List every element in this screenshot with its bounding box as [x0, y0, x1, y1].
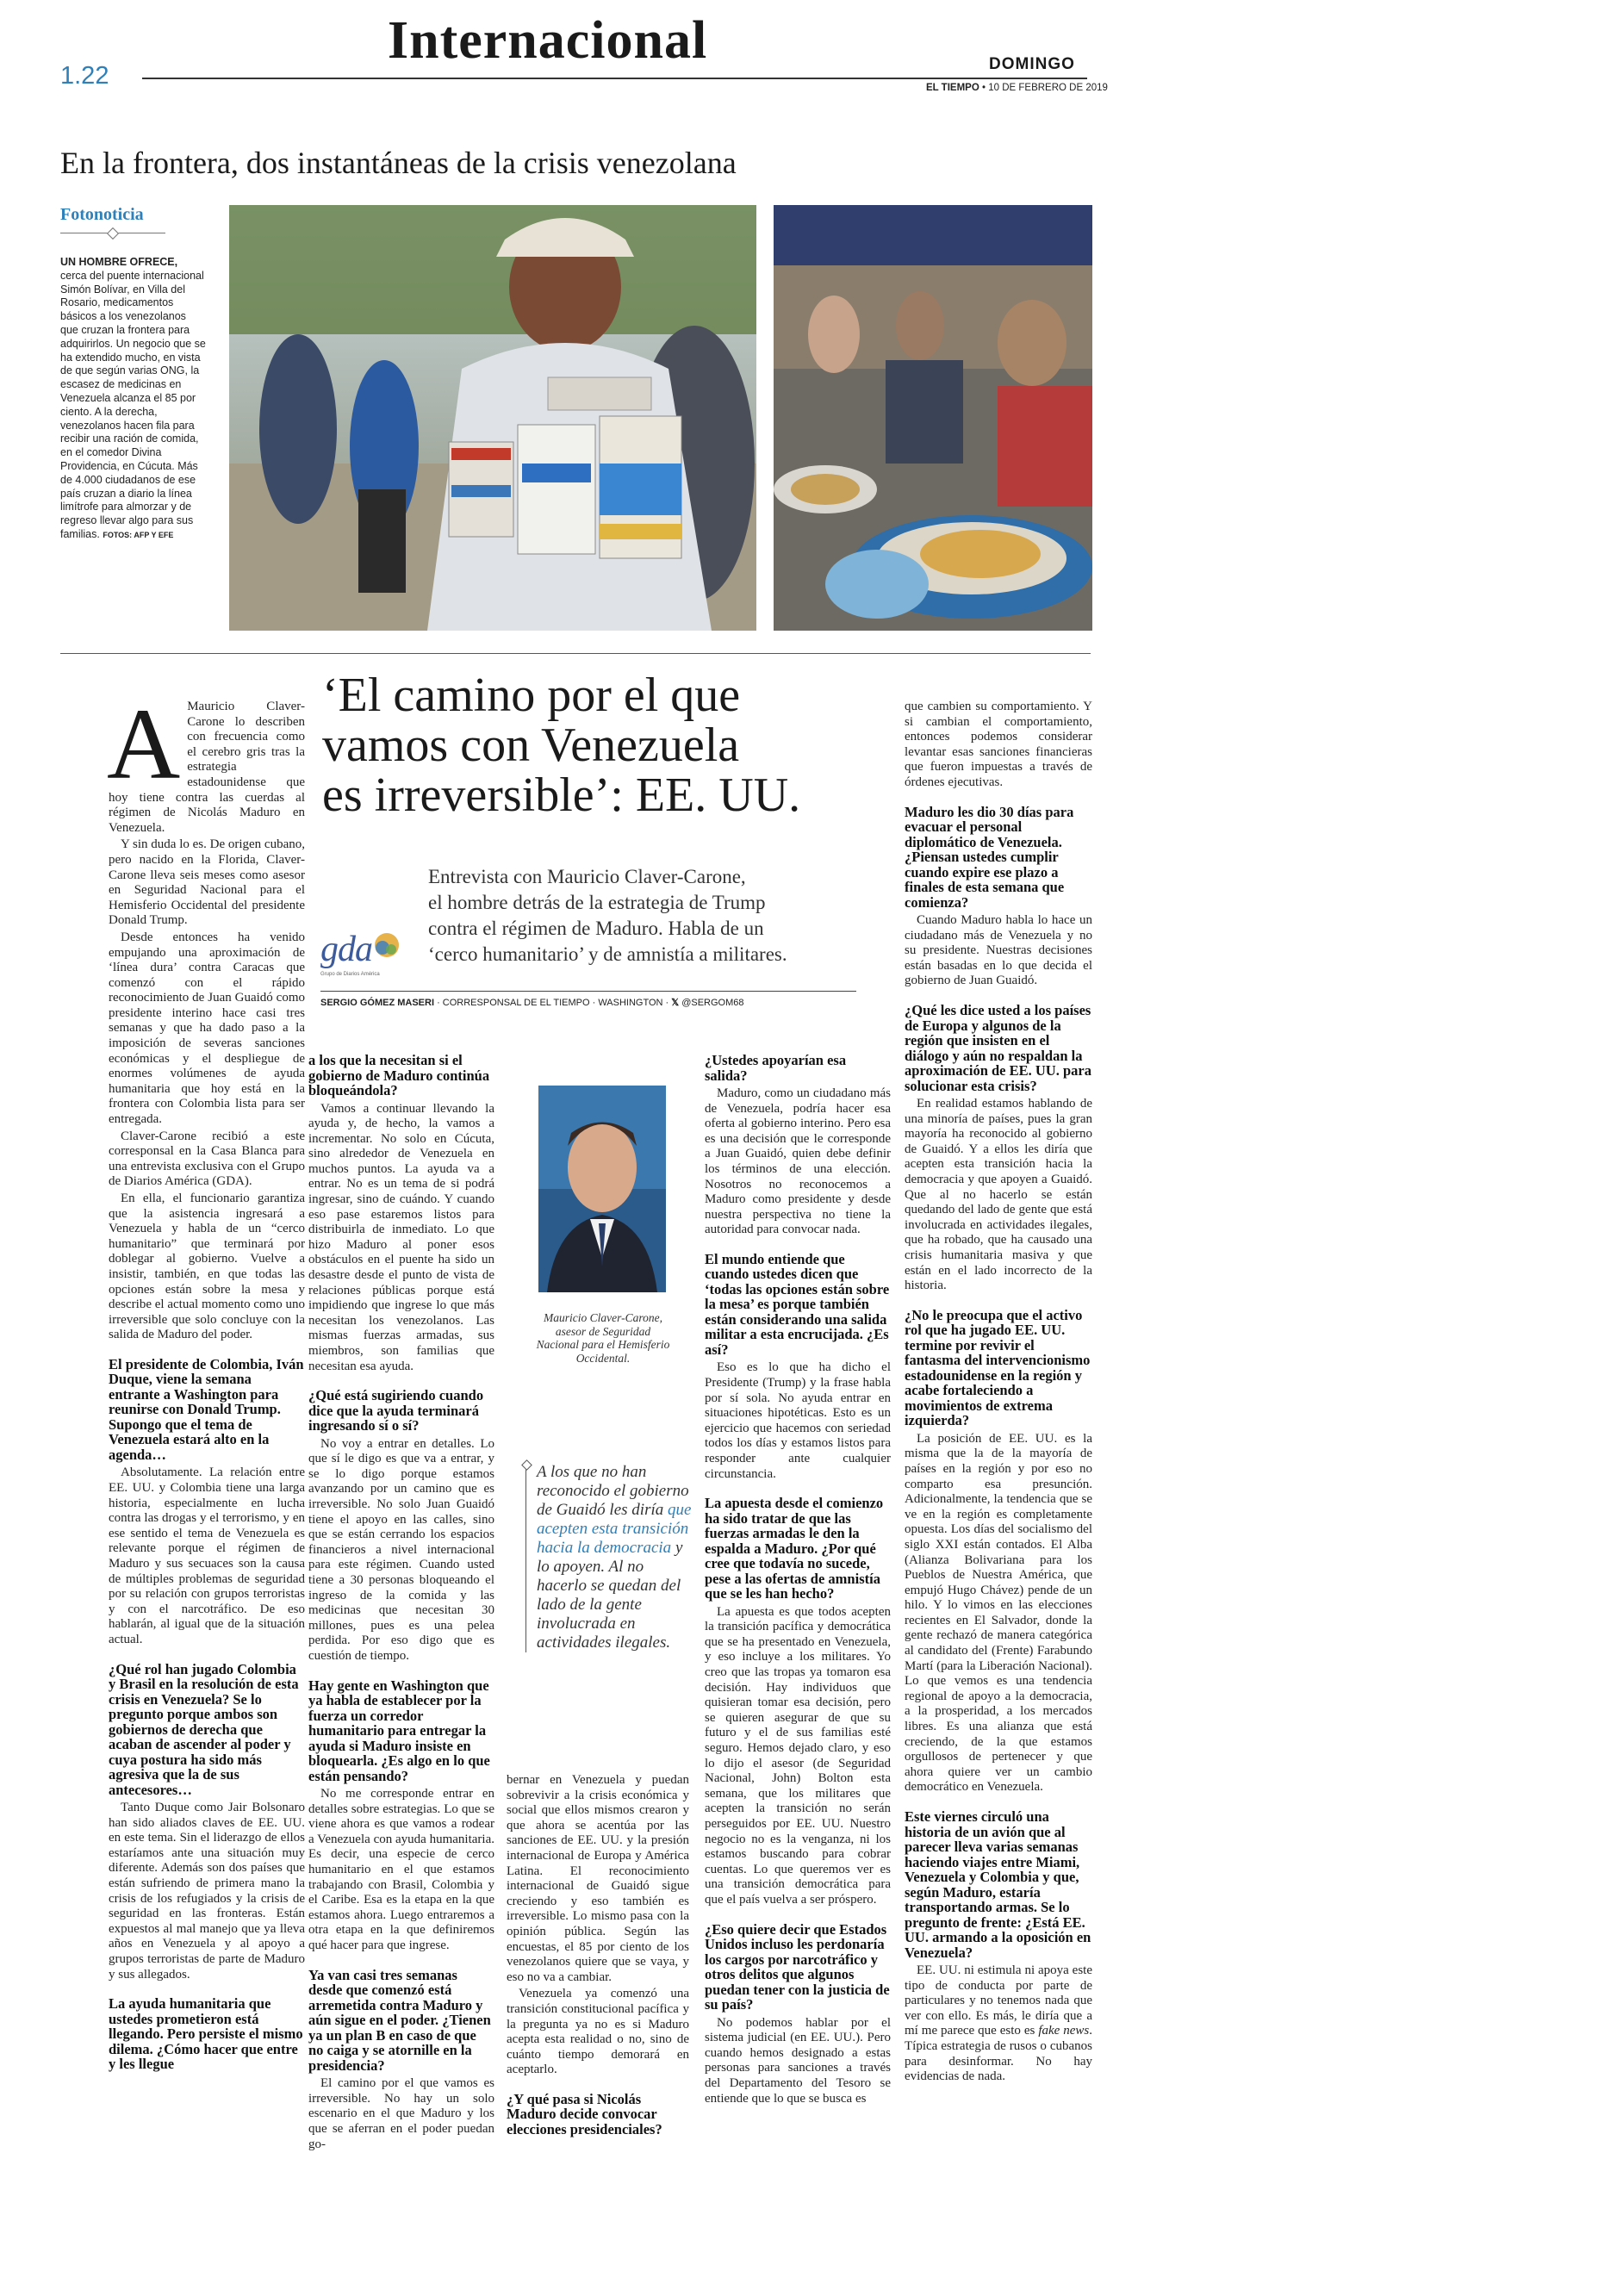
byline-rule: [320, 991, 856, 992]
interview-answer: [905, 1963, 1092, 2085]
byline: [320, 997, 744, 1008]
deck-line-4: ‘cerco humanitario’ y de amnistía a militares.: [428, 943, 787, 965]
paragraph: Venezuela ya comenzó una transición constitucional pacífica y la pregunta ya no es si Maduro acepta esta realidad o no, sino de cuánto tiempo demorará en aceptarlo.: [507, 1987, 689, 2077]
interview-question: Maduro les dio 30 días para evacuar el personal diplomático de Venezuela. ¿Piensan ustedes cumplir cuando expire ese plazo a finales de esta semana que comienza?: [905, 803, 1074, 911]
drop-cap: A: [107, 688, 181, 800]
interview-question: Hay gente en Washington que ya habla de establecer por la fuerza un corredor humanitario para entregar la ayuda si Maduro insiste en bloquearla. ¿Es algo en lo que están pensando?: [308, 1677, 490, 1784]
interview-answer: Absolutamente. La relación entre EE. UU. y Colombia tiene una larga historia, especialmente en lucha contra las drogas y el terrorismo, y en ese sentido el tema de Venezuela es relevante porque el régimen de Maduro y sus secuaces son la causa de múltiples problemas de seguridad por su relación con grupos terroristas y con el narcotráfico. De eso hablarán, al igual que de la situación actual.: [109, 1465, 305, 1646]
article-column-5: [905, 700, 1092, 2087]
interview-question: ¿Eso quiere decir que Estados Unidos incluso les perdonaría los cargos por narcotráfico y otros delitos que algunos puedan tener con la justicia de su país?: [705, 1920, 890, 2013]
pull-quote: [525, 1463, 692, 1652]
interview-answer-continued: que cambien su comportamiento. Y si cambian el comportamiento, entonces podemos considerar levantar esas sanciones financieras que fueron impuestas a través de órdenes ejecutivas.: [905, 700, 1092, 789]
photo-medicine-vendor: [229, 205, 756, 631]
portrait-photo: [538, 1086, 666, 1292]
header-day: DOMINGO: [989, 55, 1075, 73]
pull-quote-after: y lo apoyen. Al no hacerlo se quedan del lado de la gente involucrada en actividades ilegales.: [537, 1539, 683, 1652]
article-deck: [428, 864, 787, 968]
interview-question: ¿Qué está sugiriendo cuando dice que la ayuda terminará ingresando sí o sí?: [308, 1387, 484, 1434]
gda-logo-sub: Grupo de Diarios América: [320, 972, 380, 977]
pull-quote-before: A los que no han reconocido el gobierno de Guaidó les diría: [537, 1463, 689, 1519]
article-column-3: [507, 1773, 689, 2140]
interview-answer: El camino por el que vamos es irreversible. No hay un solo escenario en el que Maduro y los que se aferran en el poder puedan go-: [308, 2076, 494, 2151]
article-column-2: [308, 1053, 494, 2154]
interview-answer: La apuesta es que todos acepten la transición pacífica y democrática que se ha presentado en Venezuela, y eso incluye a los militares. Yo creo que las tropas ya tomaron esa decisión. Hay individuos que quisieran tomar esa decisión, pero se quieren asegurar de que su futuro y el de sus familias esté seguro. Hemos dejado claro, y eso lo dijo el asesor (de Seguridad Nacional, John) Bolton esta semana, que los militares que acepten la transición no serán perseguidos por EE. UU. Nuestro negocio no es la venganza, ni los estamos buscando para cobrar cuentas. Lo que queremos ver es una transición democrática para que el país vuelva a ser próspero.: [705, 1604, 891, 1907]
photo-food-line: [774, 205, 1092, 631]
interview-question: ¿Qué rol han jugado Colombia y Brasil en la resolución de esta crisis en Venezuela? Se lo pregunto porque ambos son gobiernos de derecha que acaban de ascender al poder y cuya postura ha sido más agresiva que la de sus antecesores…: [109, 1660, 299, 1798]
gda-logo-mark-icon: [372, 930, 401, 960]
portrait-image: [538, 1086, 666, 1292]
headline-line-3: es irreversible’: EE. UU.: [322, 768, 801, 822]
photo-story-label: Fotonoticia: [60, 205, 144, 224]
interview-answer: No voy a entrar en detalles. Lo que sí le digo es que va a entrar, y se lo digo porque estamos avanzando por un camino que es irreversible. No solo Juan Guaidó tiene el apoyo en las calles, sino que se están cerrando los espacios financieros a nivel internacional para este régimen. Cuando usted tiene a 30 personas bloqueando el ingreso de la comida y las medicinas que necesitan 30 millones, pues es una pelea perdida. Por eso digo que es cuestión de tiempo.: [308, 1436, 494, 1663]
article-column-1: [107, 688, 305, 2075]
paragraph: Claver-Carone recibió a este corresponsal en la Casa Blanca para una entrevista exclusiva con el Grupo de Diarios América (GDA).: [109, 1129, 305, 1189]
headline-line-1: ‘El camino por el que: [322, 669, 741, 722]
caption-lead: UN HOMBRE OFRECE,: [60, 256, 178, 268]
answer-text: EE. UU. ni estimula ni apoya este tipo de conducta por parte de particulares y no tenemos nada que ver con ello. Es más, le diría que a mí me parece que esto es: [905, 1963, 1092, 2038]
paragraph: Y sin duda lo es. De origen cubano, pero nacido en la Florida, Claver-Carone lleva seis meses como asesor en Seguridad Nacional para el Hemisferio Occidental del presidente Donald Trump.: [109, 837, 305, 928]
intro-paragraph: Mauricio Claver-Carone lo describen con frecuencia como el cerebro gris tras la estrategia estadounidense que hoy tiene contra las cuerdas al régimen de Nicolás Maduro en Venezuela.: [109, 700, 305, 835]
interview-answer: Eso es lo que ha dicho el Presidente (Trump) y la frase habla por sí sola. No ayuda entrar en situaciones hipotéticas. Esto es un ejercicio que hacemos con seriedad todos los días y estamos listos para responder ante cualquier circunstancia.: [705, 1360, 891, 1481]
interview-question: Este viernes circuló una historia de un avión que al parecer lleva varias semanas haciendo viajes entre Miami, Venezuela y Colombia y que, según Maduro, estaría transportando armas. Se lo pregunto de frente: ¿Está EE. UU. armando a la oposición en Venezuela?: [905, 1808, 1091, 1961]
interview-question: ¿No le preocupa que el activo rol que ha jugado EE. UU. termine por revivir el fantasma del intervencionismo estadounidense en la región y acabe fortaleciendo a movimientos de extrema izquierda?: [905, 1306, 1091, 1429]
header-dateline: [926, 83, 1108, 93]
gda-logo-text: gda: [320, 930, 372, 969]
pull-quote-highlight: que acepten esta transición hacia la democracia: [537, 1501, 692, 1557]
interview-answer: Vamos a continuar llevando la ayuda y, de hecho, la vamos a incrementar. No solo en Cúcuta, sino alrededor de Venezuela en muchos puntos. La ayuda va a entrar. No es un tema de si podrá ingresar, sino de cuándo. Y cuando eso pase estaremos listos para distribuirla de inmediato. Lo que hizo Maduro al poner esos obstáculos en el puente ha sido un desastre desde el punto de vista de relaciones públicas porque está impidiendo que ingrese lo que más necesitan los venezolanos. Las mismas fuerzas armadas, sus miembros, son familias que necesitan esa ayuda.: [308, 1101, 494, 1373]
byline-role: · CORRESPONSAL DE EL TIEMPO · WASHINGTON ·: [437, 998, 669, 1008]
photo-medicine-vendor-image: [229, 205, 756, 631]
deck-line-1: Entrevista con Mauricio Claver-Carone,: [428, 866, 746, 887]
interview-question: El presidente de Colombia, Iván Duque, viene la semana entrante a Washington para reunirse con Donald Trump. Supongo que el tema de Venezuela estará alto en la agenda…: [109, 1355, 304, 1463]
header-rule: [142, 78, 1087, 79]
interview-answer: Cuando Maduro habla lo hace un ciudadano más de Venezuela y no su presidente. Nuestras decisiones están basadas en lo que decida el gobierno de Juan Guaidó.: [905, 913, 1092, 988]
interview-answer-continued: bernar en Venezuela y puedan sobrevivir a la crisis económica y social que ellos mismos crearon y que ahora se acentúa por las sanciones de EE. UU. y la presión internacional de Europa y América Latina. El reconocimiento internacional de Guaidó sigue creciendo y eso también es irreversible. Lo mismo pasa con la opinión pública. Según las encuestas, el 85 por ciento de los venezolanos quiere que se vaya, y eso no va a cambiar.: [507, 1773, 689, 1984]
interview-answer: La posición de EE. UU. es la misma que la de la mayoría de países en la región y por eso no comparto esa presunción. Adicionalmente, la tendencia que se ve en la región es completamente opuesta. Los días del socialismo del siglo XXI están contados. El Alba (Alianza Bolivariana para los Pueblos de Nuestra América, que empujó Hugo Chávez) pende de un hilo. Y lo vimos en las elecciones recientes en El Salvador, donde la gente rechazó de manera categórica al candidato del (Frente) Farabundo Martí (para la Liberación Nacional). Lo que vemos es una tendencia regional de apoyo a la democracia, a la prosperidad, a los mercados libres. Es una alianza que está creciendo, de la que estamos orgullosos de pertenecer y que ahora quiere ver un cambio democrático en Venezuela.: [905, 1431, 1092, 1795]
interview-answer: No me corresponde entrar en detalles sobre estrategias. Lo que se viene ahora es que vamos a rodear a Venezuela con ayuda humanitaria. Es decir, una especie de cerco humanitario en el que estamos trabajando con Brasil, Colombia y el Caribe. Esa es la etapa en la que estamos ahora. Luego entraremos a otra etapa en la que definiremos qué hacer para que ingrese.: [308, 1787, 494, 1953]
interview-question: ¿Y qué pasa si Nicolás Maduro decide convocar elecciones presidenciales?: [507, 2090, 662, 2137]
interview-question: La apuesta desde el comienzo ha sido tratar de que las fuerzas armadas le den la espalda a Maduro. ¿Por qué cree que todavía no sucede, pese a las ofertas de amnistía que se les han hecho?: [705, 1495, 884, 1602]
interview-question: ¿Qué les dice usted a los países de Europa y algunos de la región que insisten en el diálogo y aún no respaldan la aproximación de EE. UU. para solucionar esta crisis?: [905, 1002, 1091, 1094]
twitter-icon: 𝕏: [671, 998, 680, 1008]
portrait-caption: Mauricio Claver-Carone, asesor de Seguridad Nacional para el Hemisferio Occidental.: [536, 1311, 670, 1365]
photo-label-divider: [60, 229, 165, 238]
byline-twitter: @SERGOM68: [681, 998, 744, 1008]
deck-line-2: el hombre detrás de la estrategia de Trump: [428, 892, 766, 913]
answer-text: . Típica estrategia de rusos o cubanos para desinformar. No hay evidencias de nada.: [905, 2024, 1092, 2084]
article-column-4: [705, 1053, 891, 2108]
interview-question: ¿Ustedes apoyarían esa salida?: [705, 1052, 847, 1084]
photo-credit: FOTOS: AFP Y EFE: [103, 530, 174, 539]
interview-question: Ya van casi tres semanas desde que comenzó está arremetida contra Maduro y aún sigue en el poder. ¿Tienen ya un plan B en caso de que no caiga y se atornille en la presidencia?: [308, 1966, 491, 2074]
paper-name: EL TIEMPO: [926, 83, 979, 93]
interview-answer: No podemos hablar por el sistema judicial (en EE. UU.). Pero cuando hemos designado a estas personas para sanciones a través del Departamento del Tesoro se entiende que lo que se busca es: [705, 2015, 891, 2106]
paragraph: Desde entonces ha venido empujando una aproximación de ‘línea dura’ contra Caracas que comenzó con el rápido reconocimiento de Juan Guaidó como presidente interino hace casi tres semanas y que ha dado paso a la imposición de severas sanciones económicas y el despliegue de enormes volúmenes de ayuda humanitaria que hoy está en la frontera con Colombia lista para ser entregada.: [109, 930, 305, 1127]
photo-story-headline: En la frontera, dos instantáneas de la crisis venezolana: [60, 146, 737, 180]
interview-question-continued: a los que la necesitan si el gobierno de Maduro continúa bloqueándola?: [308, 1052, 490, 1098]
answer-emphasis: fake news: [1038, 2024, 1090, 2038]
deck-line-3: contra el régimen de Maduro. Habla de un: [428, 918, 764, 939]
article-headline: [322, 670, 800, 820]
section-title: Internacional: [388, 11, 708, 70]
page-number: 1.22: [60, 62, 109, 90]
pull-quote-text: [537, 1463, 692, 1652]
interview-question: El mundo entiende que cuando ustedes dicen que ‘todas las opciones están sobre la mesa’ es porque también están considerando una salida militar a esta encrucijada. ¿Es así?: [705, 1250, 890, 1358]
gda-logo: [320, 929, 407, 980]
interview-question: La ayuda humanitaria que ustedes prometieron está llegando. Pero persiste el mismo dilema. ¿Cómo hacer que entre y les llegue: [109, 1995, 303, 2073]
photo-food-line-image: [774, 205, 1092, 631]
interview-answer: En realidad estamos hablando de una minoría de países, pues la gran mayoría ha reconocido al gobierno de Guaidó. Y a ellos les diría que acepten esta transición hacia la democracia y que apoyen a Guaidó. Que al no hacerlo se están quedando del lado de gente que está involucrada en actividades ilegales, que ha robado, que ha causado una crisis humanitaria masiva y que están en el lado incorrecto de la historia.: [905, 1097, 1092, 1293]
paragraph: En ella, el funcionario garantiza que la asistencia ingresará a Venezuela y habla de un “cerco humanitario” que terminará por doblegar al gobierno. Vuelve a insistir, también, en que todas las opciones están sobre la mesa y describe el actual momento como uno irreversible que solo concluye con la salida de Maduro del poder.: [109, 1192, 305, 1342]
caption-text: cerca del puente internacional Simón Bolívar, en Villa del Rosario, medicamentos básicos a los venezolanos que cruzan la frontera para adquirirlos. Un negocio que se ha extendido mucho, en vista de que según varias ONG, la escasez de medicinas en Venezuela alcanza el 85 por ciento. A la derecha, venezolanos hacen fila para recibir una ración de comida, en el comedor Divina Providencia, en Cúcuta. Más de 4.000 ciudadanos de ese país cruzan a diario la línea limítrofe para almorzar y de regreso llevar algo para sus familias.: [60, 269, 206, 540]
header-date-sep: •: [981, 83, 989, 93]
photo-caption: [60, 256, 207, 543]
headline-line-2: vamos con Venezuela: [322, 719, 740, 772]
divider-marker: [107, 227, 119, 240]
pull-quote-marker: [521, 1459, 532, 1471]
interview-answer: Tanto Duque como Jair Bolsonaro han sido aliados claves de EE. UU. en este tema. Sin el liderazgo de ellos estaríamos ante una situación muy diferente. Además son dos países que están sufriendo de primera mano la crisis de los refugiados y la crisis de seguridad en las fronteras. Están expuestos al mal manejo que ya lleva años en Venezuela y al apoyo a grupos terroristas de parte de Maduro y sus allegados.: [109, 1801, 305, 1982]
interview-answer: Maduro, como un ciudadano más de Venezuela, podría hacer esa oferta al gobierno interino. Pero esa es una decisión que le corresponde a Juan Guaidó, quien debe definir los términos de una elección. Nosotros no reconocemos a Maduro como presidente y desde nuestra perspectiva no tiene la autoridad para convocar nada.: [705, 1086, 891, 1237]
section-divider: [60, 653, 1091, 654]
header-date: 10 DE FEBRERO DE 2019: [988, 83, 1108, 93]
byline-name: SERGIO GÓMEZ MASERI: [320, 998, 435, 1008]
